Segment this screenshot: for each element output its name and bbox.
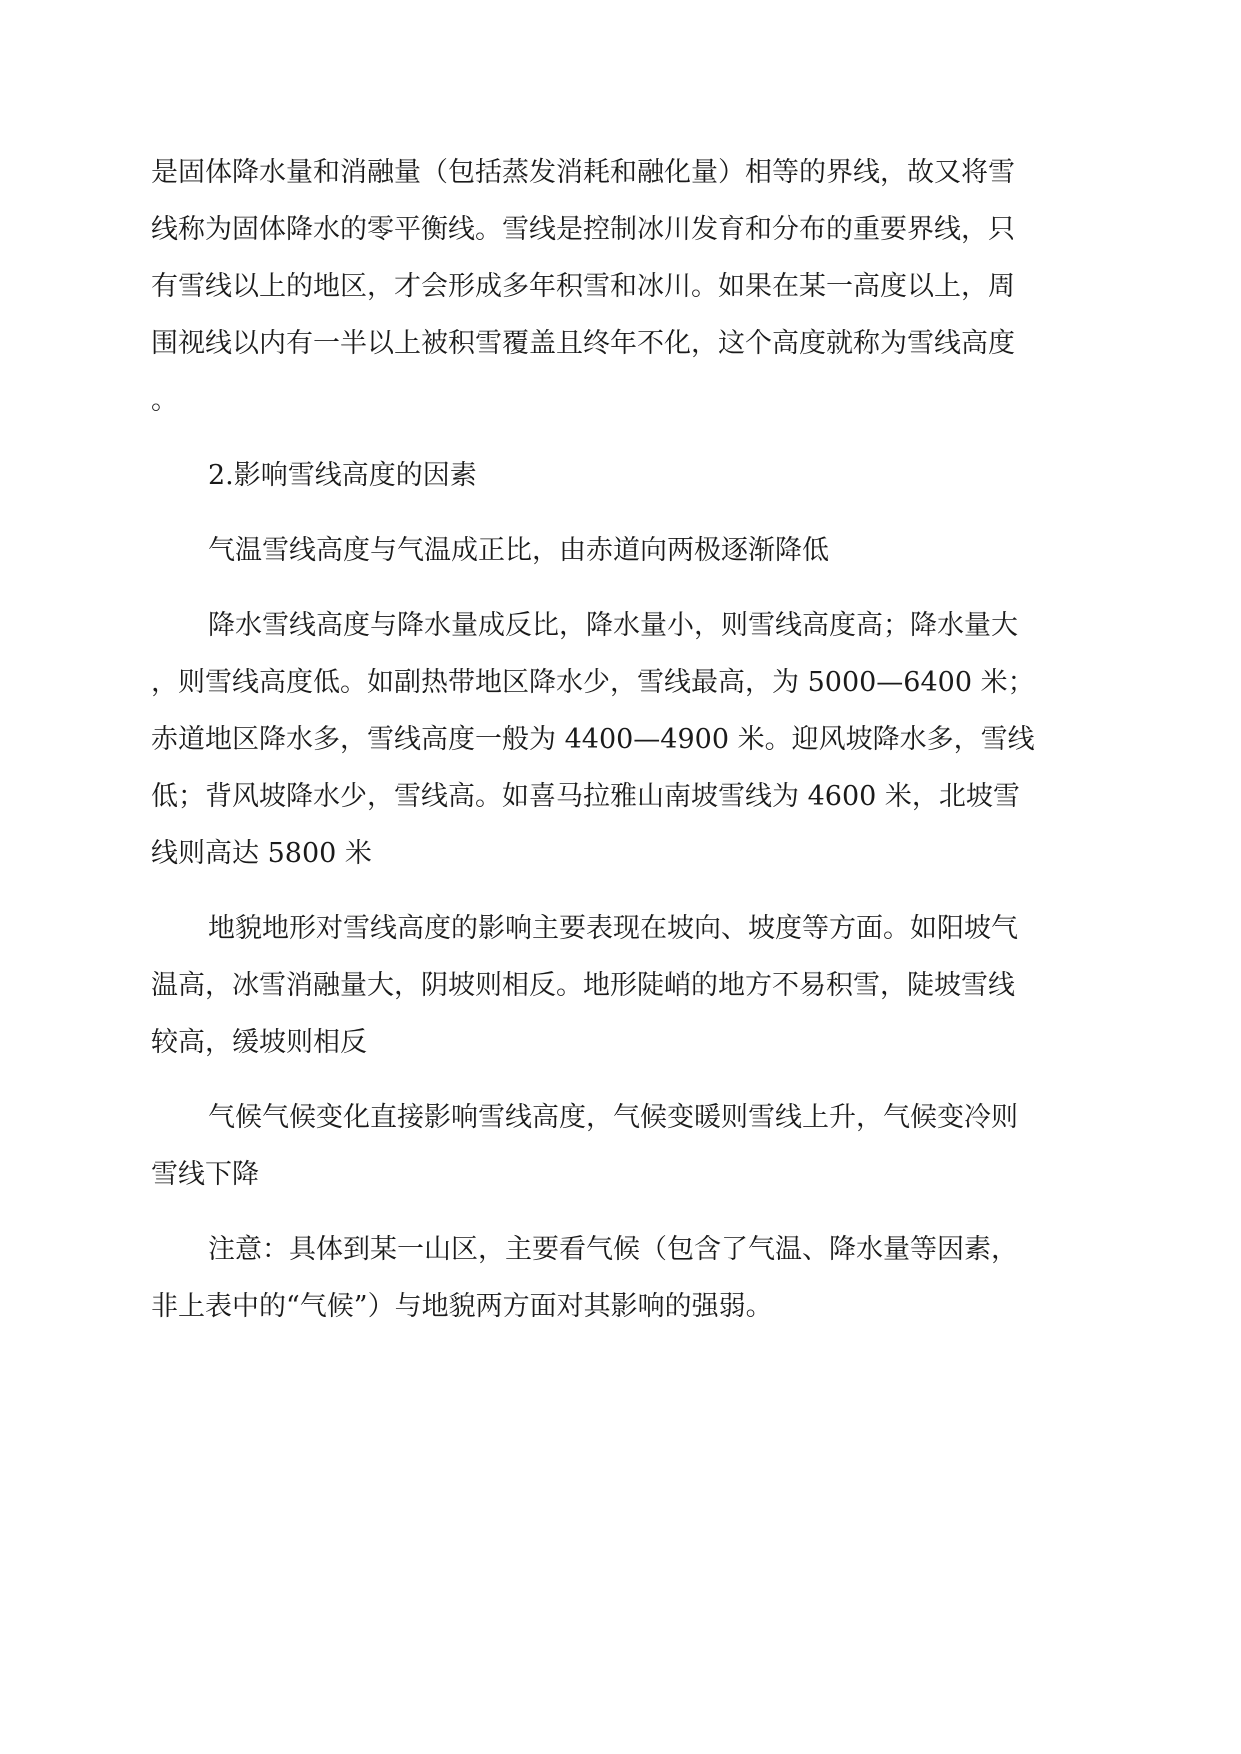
text-line: 温高，冰雪消融量大，阴坡则相反。地形陡峭的地方不易积雪，陡坡雪线 [151, 970, 1015, 1001]
heading-text: 2.影响雪线高度的因素 [208, 460, 477, 491]
paragraph-climate [151, 1089, 1091, 1203]
text-line: 降水雪线高度与降水量成反比，降水量小，则雪线高度高；降水量大 [208, 610, 1018, 641]
text-line: 低；背风坡降水少，雪线高。如喜马拉雅山南坡雪线为 4600 米，北坡雪 [151, 781, 1020, 812]
text-line: 。 [151, 385, 178, 416]
text-line: 气温雪线高度与气温成正比，由赤道向两极逐渐降低 [208, 535, 829, 566]
paragraph-note [151, 1221, 1091, 1335]
paragraph-precipitation [151, 597, 1091, 882]
text-line: 非上表中的“气候”）与地貌两方面对其影响的强弱。 [151, 1291, 773, 1322]
text-line: 雪线下降 [151, 1159, 259, 1190]
text-line: 赤道地区降水多，雪线高度一般为 4400—4900 米。迎风坡降水多，雪线 [151, 724, 1035, 755]
paragraph-snowline-definition [151, 144, 1091, 429]
text-line: 较高，缓坡则相反 [151, 1027, 367, 1058]
document-body [151, 144, 1091, 1353]
text-line: 有雪线以上的地区，才会形成多年积雪和冰川。如果在某一高度以上，周 [151, 271, 1015, 302]
text-line: 围视线以内有一半以上被积雪覆盖且终年不化，这个高度就称为雪线高度 [151, 328, 1015, 359]
text-line: 地貌地形对雪线高度的影响主要表现在坡向、坡度等方面。如阳坡气 [208, 913, 1018, 944]
text-line: 线称为固体降水的零平衡线。雪线是控制冰川发育和分布的重要界线，只 [151, 214, 1015, 245]
text-line: 注意：具体到某一山区，主要看气候（包含了气温、降水量等因素， [208, 1234, 1018, 1265]
section-heading [151, 447, 1091, 504]
text-line: 气候气候变化直接影响雪线高度，气候变暖则雪线上升，气候变冷则 [208, 1102, 1018, 1133]
text-line: 线则高达 5800 米 [151, 838, 372, 869]
text-line: 是固体降水量和消融量（包括蒸发消耗和融化量）相等的界线，故又将雪 [151, 157, 1015, 188]
paragraph-temperature [151, 522, 1091, 579]
paragraph-landform [151, 900, 1091, 1071]
text-line: ，则雪线高度低。如副热带地区降水少，雪线最高，为 5000—6400 米； [151, 667, 1035, 698]
